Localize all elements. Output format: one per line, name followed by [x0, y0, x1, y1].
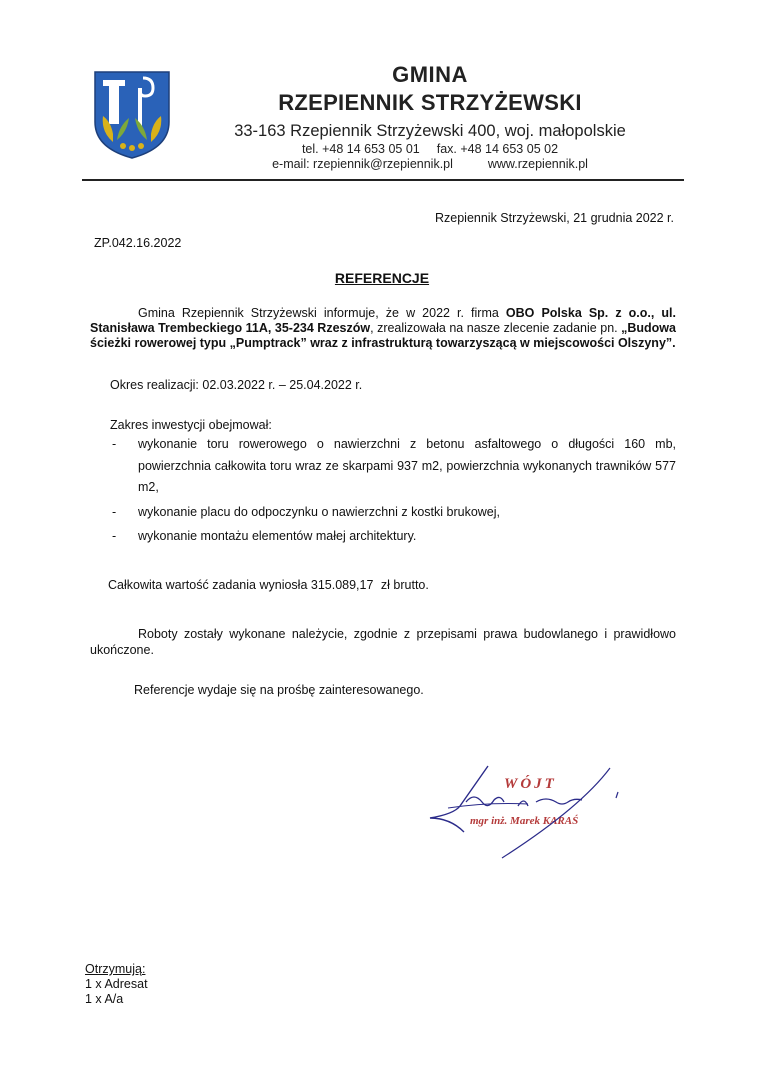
municipality-label: GMINA: [392, 62, 468, 87]
list-item: - wykonanie toru rowerowego o nawierzchni z betonu asfaltowego o długości 160 mb, powierzchnia całkowita toru wraz ze skarpami 937 m2, powierzchnia wykonanych trawników 577 m2,: [112, 434, 676, 499]
fax-number: fax. +48 14 653 05 02: [436, 142, 559, 156]
contact-phones: [180, 142, 680, 156]
email-address: e-mail: rzepiennik@rzepiennik.pl: [272, 157, 453, 171]
phone-number: tel. +48 14 653 05 01: [301, 142, 420, 156]
municipality-address: 33-163 Rzepiennik Strzyżewski 400, woj. małopolskie: [234, 122, 626, 140]
task-name: „Budowa ścieżki rowerowej typu „Pumptrack” wraz z infrastrukturą towarzyszącą w miejscowości Olszyny”.: [90, 321, 676, 350]
total-label: Całkowita wartość zadania wyniosła 315.089,17: [108, 578, 374, 592]
stamp-name: mgr inż. Marek KARAŚ: [470, 815, 579, 827]
municipal-crest-icon: [93, 70, 171, 160]
scope-list: [112, 434, 676, 551]
stamp-title: WÓJT: [504, 776, 557, 792]
signature-stamp: [418, 758, 638, 863]
recipients-block: [85, 962, 148, 1007]
list-item: 1 x Adresat: [85, 977, 148, 991]
reference-number: ZP.042.16.2022: [94, 236, 182, 250]
list-item: - wykonanie montażu elementów małej architektury.: [112, 526, 676, 548]
letter-date: Rzepiennik Strzyżewski, 21 grudnia 2022 r.: [434, 211, 674, 225]
contact-online: [180, 157, 680, 171]
total-value: [108, 578, 429, 593]
list-item: - wykonanie placu do odpoczynku o nawierzchni z kostki brukowej,: [112, 502, 676, 524]
total-suffix: zł brutto.: [380, 578, 429, 592]
letter-title: REFERENCJE: [334, 270, 430, 286]
list-dash: -: [112, 437, 117, 451]
works-paragraph: Roboty zostały wykonane należycie, zgodnie z przepisami prawa budowlanego i prawidłowo ukończone.: [90, 627, 676, 657]
intro-text-2: , zrealizowała na nasze zlecenie zadanie pn.: [370, 321, 618, 335]
realization-period: Okres realizacji: 02.03.2022 r. – 25.04.2022 r.: [110, 378, 363, 392]
issued-statement: Referencje wydaje się na prośbę zainteresowanego.: [134, 683, 424, 697]
website-address: www.rzepiennik.pl: [487, 157, 588, 171]
header-divider: [82, 179, 684, 181]
contractor-name: OBO Polska Sp. z o.o., ul. Stanisława Trembeckiego 11A, 35-234 Rzeszów: [90, 306, 677, 335]
recipients-header: Otrzymują:: [85, 962, 146, 976]
list-dash: -: [112, 529, 117, 543]
intro-text-1: Gmina Rzepiennik Strzyżewski informuje, że w 2022 r. firma: [138, 306, 499, 320]
scope-label: Zakres inwestycji obejmował:: [110, 418, 272, 432]
list-item: 1 x A/a: [85, 992, 124, 1006]
municipality-name: RZEPIENNIK STRZYŻEWSKI: [278, 90, 582, 115]
intro-paragraph: [90, 306, 676, 351]
list-dash: -: [112, 504, 117, 519]
